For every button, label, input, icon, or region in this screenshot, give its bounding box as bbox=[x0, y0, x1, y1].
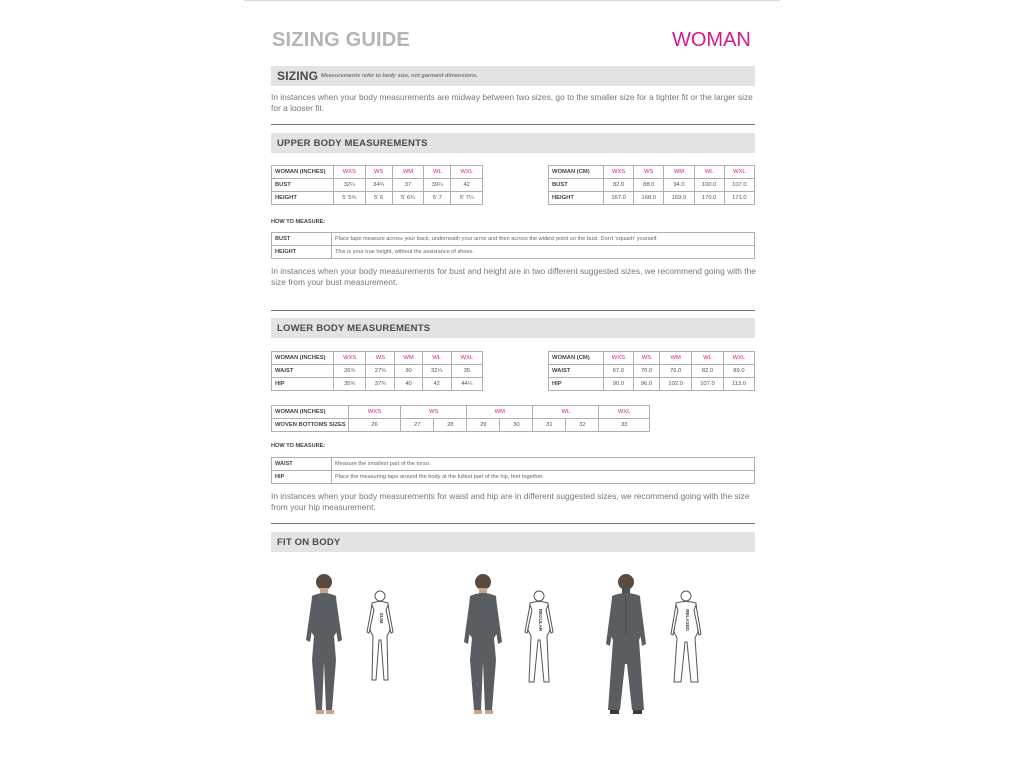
measurement-value: 5' 7¼ bbox=[451, 192, 483, 205]
table-row bbox=[549, 378, 755, 391]
measurement-value: 107.0 bbox=[692, 378, 724, 391]
measurement-value: 170.0 bbox=[694, 192, 724, 205]
table-header-row bbox=[272, 406, 650, 419]
measurement-value: 89.0 bbox=[723, 365, 754, 378]
measurement-value: 34¾ bbox=[365, 179, 392, 192]
measurement-value: 76.0 bbox=[660, 365, 692, 378]
measurement-value: 27 bbox=[401, 419, 434, 432]
model-photo-slim bbox=[306, 574, 342, 714]
upper-body-section-header bbox=[271, 133, 755, 153]
measurement-value: 5' 6 bbox=[365, 192, 392, 205]
upper-cm-table bbox=[548, 165, 755, 205]
measurement-label: HIP bbox=[272, 378, 334, 391]
upper-body-heading: UPPER BODY MEASUREMENTS bbox=[277, 138, 428, 149]
table-row bbox=[549, 192, 755, 205]
size-column-header: WXS bbox=[604, 166, 634, 179]
table-corner-label: WOMAN (INCHES) bbox=[272, 406, 349, 419]
measurement-label: HEIGHT bbox=[272, 192, 334, 205]
measurement-value: 27¾ bbox=[366, 365, 395, 378]
section-divider bbox=[271, 310, 755, 311]
sizing-heading: SIZING bbox=[277, 69, 319, 83]
fit-figure-slim bbox=[300, 570, 420, 720]
measurement-value: 168.0 bbox=[634, 192, 664, 205]
measurement-value: 42 bbox=[422, 378, 451, 391]
measurement-label: WOVEN BOTTOMS SIZES bbox=[272, 419, 349, 432]
lower-note: In instances when your body measurements for waist and hip are in different suggested sizes, we recommend going with the size from your hip measurement. bbox=[271, 491, 750, 512]
how-to-measure-instruction: This is your true height, without the assistance of shoes. bbox=[332, 246, 755, 259]
table-row bbox=[272, 419, 650, 432]
measurement-value: 82.0 bbox=[692, 365, 724, 378]
measurement-label: WAIST bbox=[272, 365, 334, 378]
measurement-value: 37¾ bbox=[366, 378, 395, 391]
size-column-header: WXL bbox=[724, 166, 754, 179]
table-header-row bbox=[549, 166, 755, 179]
lower-cm-table bbox=[548, 351, 755, 391]
table-row bbox=[272, 179, 483, 192]
size-column-header: WXL bbox=[451, 166, 483, 179]
table-row bbox=[272, 246, 755, 259]
measurement-value: 33 bbox=[599, 419, 650, 432]
size-column-header: WS bbox=[401, 406, 467, 419]
size-column-header: WXL bbox=[451, 352, 482, 365]
sketch-regular bbox=[525, 591, 553, 682]
how-to-measure-label: BUST bbox=[272, 233, 332, 246]
fit-heading: FIT ON BODY bbox=[277, 537, 341, 548]
table-row bbox=[549, 179, 755, 192]
measurement-value: 30 bbox=[500, 419, 533, 432]
size-column-header: WXS bbox=[334, 166, 366, 179]
gender-label: WOMAN bbox=[672, 29, 751, 51]
upper-how-to-table bbox=[271, 232, 755, 259]
how-to-measure-label: WAIST bbox=[272, 458, 332, 471]
woven-bottoms-table bbox=[271, 405, 650, 432]
measurement-value: 30 bbox=[395, 365, 422, 378]
size-column-header: WM bbox=[395, 352, 422, 365]
measurement-value: 107.0 bbox=[724, 179, 754, 192]
section-divider bbox=[271, 124, 755, 125]
how-to-measure-instruction: Place the measuring tape around the body at the fullest part of the hip, feet together. bbox=[332, 471, 755, 484]
measurement-value: 113.0 bbox=[723, 378, 754, 391]
measurement-value: 5' 5¾ bbox=[334, 192, 366, 205]
size-column-header: WXS bbox=[604, 352, 634, 365]
section-divider bbox=[271, 523, 755, 524]
fit-figure-regular bbox=[455, 570, 575, 720]
table-header-row bbox=[272, 166, 483, 179]
measurement-value: 90.0 bbox=[604, 378, 634, 391]
size-column-header: WM bbox=[664, 166, 694, 179]
model-photo-relaxed bbox=[606, 574, 646, 714]
measurement-value: 26 bbox=[348, 419, 401, 432]
table-row bbox=[272, 458, 755, 471]
upper-note: In instances when your body measurements for bust and height are in two different suggested sizes, we recommend going with the size from your bust measurement. bbox=[271, 266, 756, 287]
fit-tag-slim: SLIM bbox=[379, 612, 384, 624]
measurement-value: 67.0 bbox=[604, 365, 634, 378]
size-column-header: WS bbox=[366, 352, 395, 365]
table-corner-label: WOMAN (CM) bbox=[549, 166, 604, 179]
measurement-value: 94.0 bbox=[664, 179, 694, 192]
measurement-value: 88.0 bbox=[634, 179, 664, 192]
table-header-row bbox=[549, 352, 755, 365]
measurement-value: 171.0 bbox=[724, 192, 754, 205]
table-header-row bbox=[272, 352, 483, 365]
measurement-value: 82.0 bbox=[604, 179, 634, 192]
size-column-header: WL bbox=[692, 352, 724, 365]
sizing-intro: In instances when your body measurements are midway between two sizes, go to the smaller size for a tighter fit or the larger size for a looser fit. bbox=[271, 92, 753, 113]
measurement-value: 32 bbox=[566, 419, 599, 432]
measurement-value: 96.0 bbox=[633, 378, 660, 391]
measurement-value: 28 bbox=[434, 419, 467, 432]
lower-how-to-table bbox=[271, 457, 755, 484]
sizing-section-header bbox=[271, 66, 755, 86]
measurement-value: 35¾ bbox=[334, 378, 366, 391]
size-column-header: WXS bbox=[334, 352, 366, 365]
page-top-edge bbox=[244, 0, 780, 1]
measurement-value: 44¼ bbox=[451, 378, 482, 391]
size-column-header: WL bbox=[533, 406, 599, 419]
page-title: SIZING GUIDE bbox=[272, 29, 410, 51]
table-row bbox=[549, 365, 755, 378]
size-column-header: WS bbox=[634, 166, 664, 179]
measurement-value: 31 bbox=[533, 419, 566, 432]
fit-tag-regular: REGULAR bbox=[538, 608, 543, 632]
measurement-value: 32¼ bbox=[334, 179, 366, 192]
model-photo-regular bbox=[464, 574, 502, 714]
upper-inches-table bbox=[271, 165, 483, 205]
how-to-measure-instruction: Place tape measure across your back, underneath your arms and then across the widest point on the bust. Don't 'squash' yourself. bbox=[332, 233, 755, 246]
how-to-measure-label: HEIGHT bbox=[272, 246, 332, 259]
table-corner-label: WOMAN (CM) bbox=[549, 352, 604, 365]
table-corner-label: WOMAN (INCHES) bbox=[272, 166, 334, 179]
measurement-value: 37 bbox=[392, 179, 424, 192]
measurement-label: WAIST bbox=[549, 365, 604, 378]
upper-how-to-label: HOW TO MEASURE: bbox=[271, 219, 326, 225]
measurement-value: 26¾ bbox=[334, 365, 366, 378]
measurement-label: BUST bbox=[549, 179, 604, 192]
measurement-value: 70.0 bbox=[633, 365, 660, 378]
measurement-value: 169.0 bbox=[664, 192, 694, 205]
fit-figure-relaxed bbox=[600, 570, 720, 720]
measurement-value: 5' 7 bbox=[424, 192, 451, 205]
measurement-label: HEIGHT bbox=[549, 192, 604, 205]
size-column-header: WS bbox=[633, 352, 660, 365]
measurement-value: 35 bbox=[451, 365, 482, 378]
size-column-header: WM bbox=[660, 352, 692, 365]
measurement-value: 29 bbox=[467, 419, 500, 432]
size-column-header: WXL bbox=[723, 352, 754, 365]
measurement-value: 100.0 bbox=[694, 179, 724, 192]
how-to-measure-instruction: Measure the smallest part of the torso. bbox=[332, 458, 755, 471]
measurement-value: 5' 6¾ bbox=[392, 192, 424, 205]
size-column-header: WXS bbox=[348, 406, 401, 419]
measurement-label: BUST bbox=[272, 179, 334, 192]
sizing-subheading: Measurements refer to body size, not garment dimensions. bbox=[321, 73, 478, 79]
table-row bbox=[272, 233, 755, 246]
size-column-header: WM bbox=[392, 166, 424, 179]
how-to-measure-label: HIP bbox=[272, 471, 332, 484]
lower-body-heading: LOWER BODY MEASUREMENTS bbox=[277, 323, 431, 334]
table-row bbox=[272, 378, 483, 391]
measurement-value: 32¼ bbox=[422, 365, 451, 378]
size-column-header: WL bbox=[694, 166, 724, 179]
lower-inches-table bbox=[271, 351, 483, 391]
size-column-header: WS bbox=[365, 166, 392, 179]
table-row bbox=[272, 471, 755, 484]
measurement-value: 42 bbox=[451, 179, 483, 192]
measurement-value: 102.0 bbox=[660, 378, 692, 391]
lower-how-to-label: HOW TO MEASURE: bbox=[271, 443, 326, 449]
measurement-label: HIP bbox=[549, 378, 604, 391]
table-row bbox=[272, 192, 483, 205]
size-column-header: WM bbox=[467, 406, 533, 419]
table-row bbox=[272, 365, 483, 378]
fit-tag-relaxed: RELAXED bbox=[685, 609, 690, 631]
size-column-header: WXL bbox=[599, 406, 650, 419]
table-corner-label: WOMAN (INCHES) bbox=[272, 352, 334, 365]
measurement-value: 40 bbox=[395, 378, 422, 391]
size-column-header: WL bbox=[424, 166, 451, 179]
size-column-header: WL bbox=[422, 352, 451, 365]
measurement-value: 39¼ bbox=[424, 179, 451, 192]
lower-body-section-header bbox=[271, 318, 755, 338]
sketch-relaxed bbox=[671, 591, 701, 682]
measurement-value: 167.0 bbox=[604, 192, 634, 205]
fit-section-header bbox=[271, 532, 755, 552]
sketch-slim bbox=[367, 591, 393, 680]
